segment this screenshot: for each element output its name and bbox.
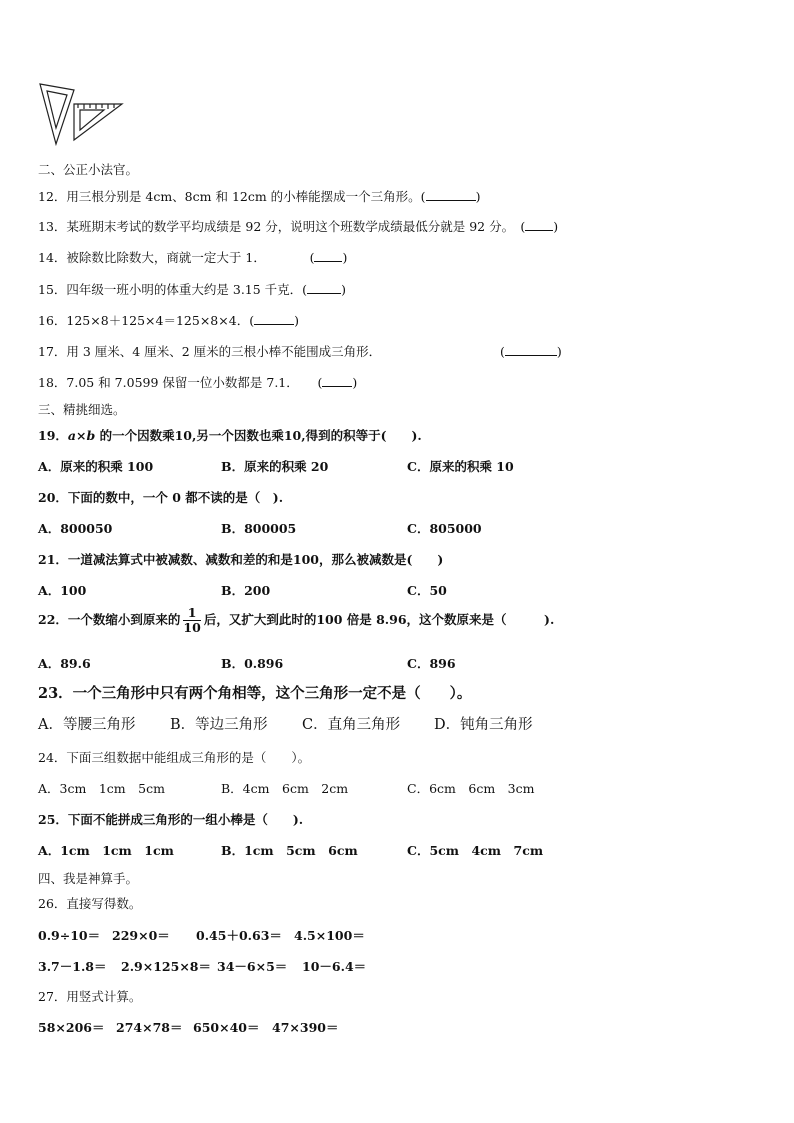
q24-option-a[interactable]: A．3cm 1cm 5cm: [38, 781, 165, 796]
q21-option-c[interactable]: C．50: [407, 583, 447, 598]
question-13: 13．某班期末考试的数学平均成绩是 92 分，说明这个班数学成绩最低分就是 92 分。 ( ): [38, 219, 559, 234]
section-2-title: 二、公正小法官。: [38, 162, 139, 177]
q22-option-a[interactable]: A．89.6: [38, 656, 91, 671]
q24-option-c[interactable]: C．6cm 6cm 3cm: [407, 781, 535, 796]
q23-option-a[interactable]: A．等腰三角形: [38, 717, 136, 733]
question-24: 24．下面三组数据中能组成三角形的是（ ）。: [38, 750, 311, 765]
answer-blank-12[interactable]: [426, 189, 476, 201]
question-26: 26．直接写得数。: [38, 896, 142, 911]
question-18: 18．7.05 和 7.0599 保留一位小数都是 7.1． ( ): [38, 375, 358, 390]
answer-blank-16[interactable]: [254, 313, 294, 325]
section-4-title: 四、我是神算手。: [38, 871, 139, 886]
answer-blank-14[interactable]: [314, 250, 342, 262]
question-17: [38, 344, 381, 360]
question-27: 27．用竖式计算。: [38, 989, 142, 1004]
q20-option-a[interactable]: A．800050: [38, 521, 113, 536]
q23-option-b[interactable]: B．等边三角形: [170, 717, 268, 733]
question-14: 14．被除数比除数大，商就一定大于 1． ( ): [38, 250, 348, 265]
calc-26-1: 0.9÷10＝: [38, 928, 101, 943]
question-17-text: 17．用 3 厘米、4 厘米、2 厘米的三根小棒不能围成三角形．: [38, 344, 382, 359]
question-17-answer: ( ): [500, 344, 562, 359]
section-3-title: 三、精挑细选。: [38, 402, 126, 417]
q25-option-a[interactable]: A．1cm 1cm 1cm: [38, 843, 174, 858]
q21-option-a[interactable]: A．100: [38, 583, 87, 598]
calc-27-4: 47×390＝: [272, 1020, 339, 1035]
q20-option-c[interactable]: C．805000: [407, 521, 482, 536]
q19-option-b[interactable]: B．原来的积乘 20: [221, 459, 329, 474]
expression-axb: a×b: [67, 428, 96, 443]
q23-option-c[interactable]: C．直角三角形: [302, 717, 401, 733]
q23-option-d[interactable]: D．钝角三角形: [434, 717, 533, 733]
q22-option-c[interactable]: C．896: [407, 656, 456, 671]
question-16: 16．125×8＋125×4＝125×8×4．( ): [38, 313, 299, 328]
fraction-one-tenth: $\frac{1}{10}$: [183, 605, 201, 635]
question-18-text: 18．7.05 和 7.0599 保留一位小数都是 7.1． (: [38, 375, 323, 390]
question-16-text: 16．125×8＋125×4＝125×8×4．(: [38, 313, 255, 328]
q19-option-c[interactable]: C．原来的积乘 10: [407, 459, 514, 474]
calc-26-6: 2.9×125×8＝: [121, 959, 211, 974]
question-12-text: 12．用三根分别是 4cm、8cm 和 12cm 的小棒能摆成一个三角形。(: [38, 189, 426, 204]
q20-option-b[interactable]: B．800005: [221, 521, 297, 536]
question-22: 22．一个数缩小到原来的 $\frac{1}{10}$ 后，又扩大到此时的100 倍是 8.96，这个数原来是（ ).: [38, 605, 555, 635]
answer-blank-15[interactable]: [307, 282, 341, 294]
question-13-text: 13．某班期末考试的数学平均成绩是 92 分，说明这个班数学成绩最低分就是 92 分。 (: [38, 219, 526, 234]
question-12: 12．用三根分别是 4cm、8cm 和 12cm 的小棒能摆成一个三角形。( ): [38, 189, 481, 204]
calc-27-2: 274×78＝: [116, 1020, 183, 1035]
calc-27-3: 650×40＝: [193, 1020, 260, 1035]
calc-26-4: 4.5×100＝: [294, 928, 365, 943]
q25-option-c[interactable]: C．5cm 4cm 7cm: [407, 843, 544, 858]
question-19: 19．a×b 的一个因数乘10,另一个因数也乘10,得到的积等于( ).: [38, 428, 422, 443]
calc-26-8: 10－6.4＝: [302, 959, 367, 974]
answer-blank-17[interactable]: [505, 344, 557, 356]
calc-27-1: 58×206＝: [38, 1020, 105, 1035]
q19-option-a[interactable]: A．原来的积乘 100: [38, 459, 154, 474]
q25-option-b[interactable]: B．1cm 5cm 6cm: [221, 843, 358, 858]
answer-blank-13[interactable]: [525, 219, 553, 231]
question-25: 25．下面不能拼成三角形的一组小棒是（ ).: [38, 812, 304, 827]
calc-26-5: 3.7－1.8＝: [38, 959, 107, 974]
triangle-ruler-figure: [38, 82, 128, 148]
calc-26-3: 0.45＋0.63＝: [196, 928, 282, 943]
q22-option-b[interactable]: B．0.896: [221, 656, 284, 671]
question-20: 20．下面的数中，一个 0 都不读的是（ ).: [38, 490, 284, 505]
question-14-text: 14．被除数比除数大，商就一定大于 1． (: [38, 250, 315, 265]
answer-blank-18[interactable]: [322, 375, 352, 387]
q21-option-b[interactable]: B．200: [221, 583, 271, 598]
question-21: 21．一道减法算式中被减数、减数和差的和是100，那么被减数是( ): [38, 552, 444, 567]
calc-26-2: 229×0＝: [112, 928, 170, 943]
q24-option-b[interactable]: B．4cm 6cm 2cm: [221, 781, 349, 796]
question-23: 23．一个三角形中只有两个角相等，这个三角形一定不是（ ）。: [38, 685, 472, 702]
question-15-text: 15．四年级一班小明的体重大约是 3.15 千克．(: [38, 282, 308, 297]
calc-26-7: 34－6×5＝: [217, 959, 288, 974]
question-15: 15．四年级一班小明的体重大约是 3.15 千克．( ): [38, 282, 346, 297]
